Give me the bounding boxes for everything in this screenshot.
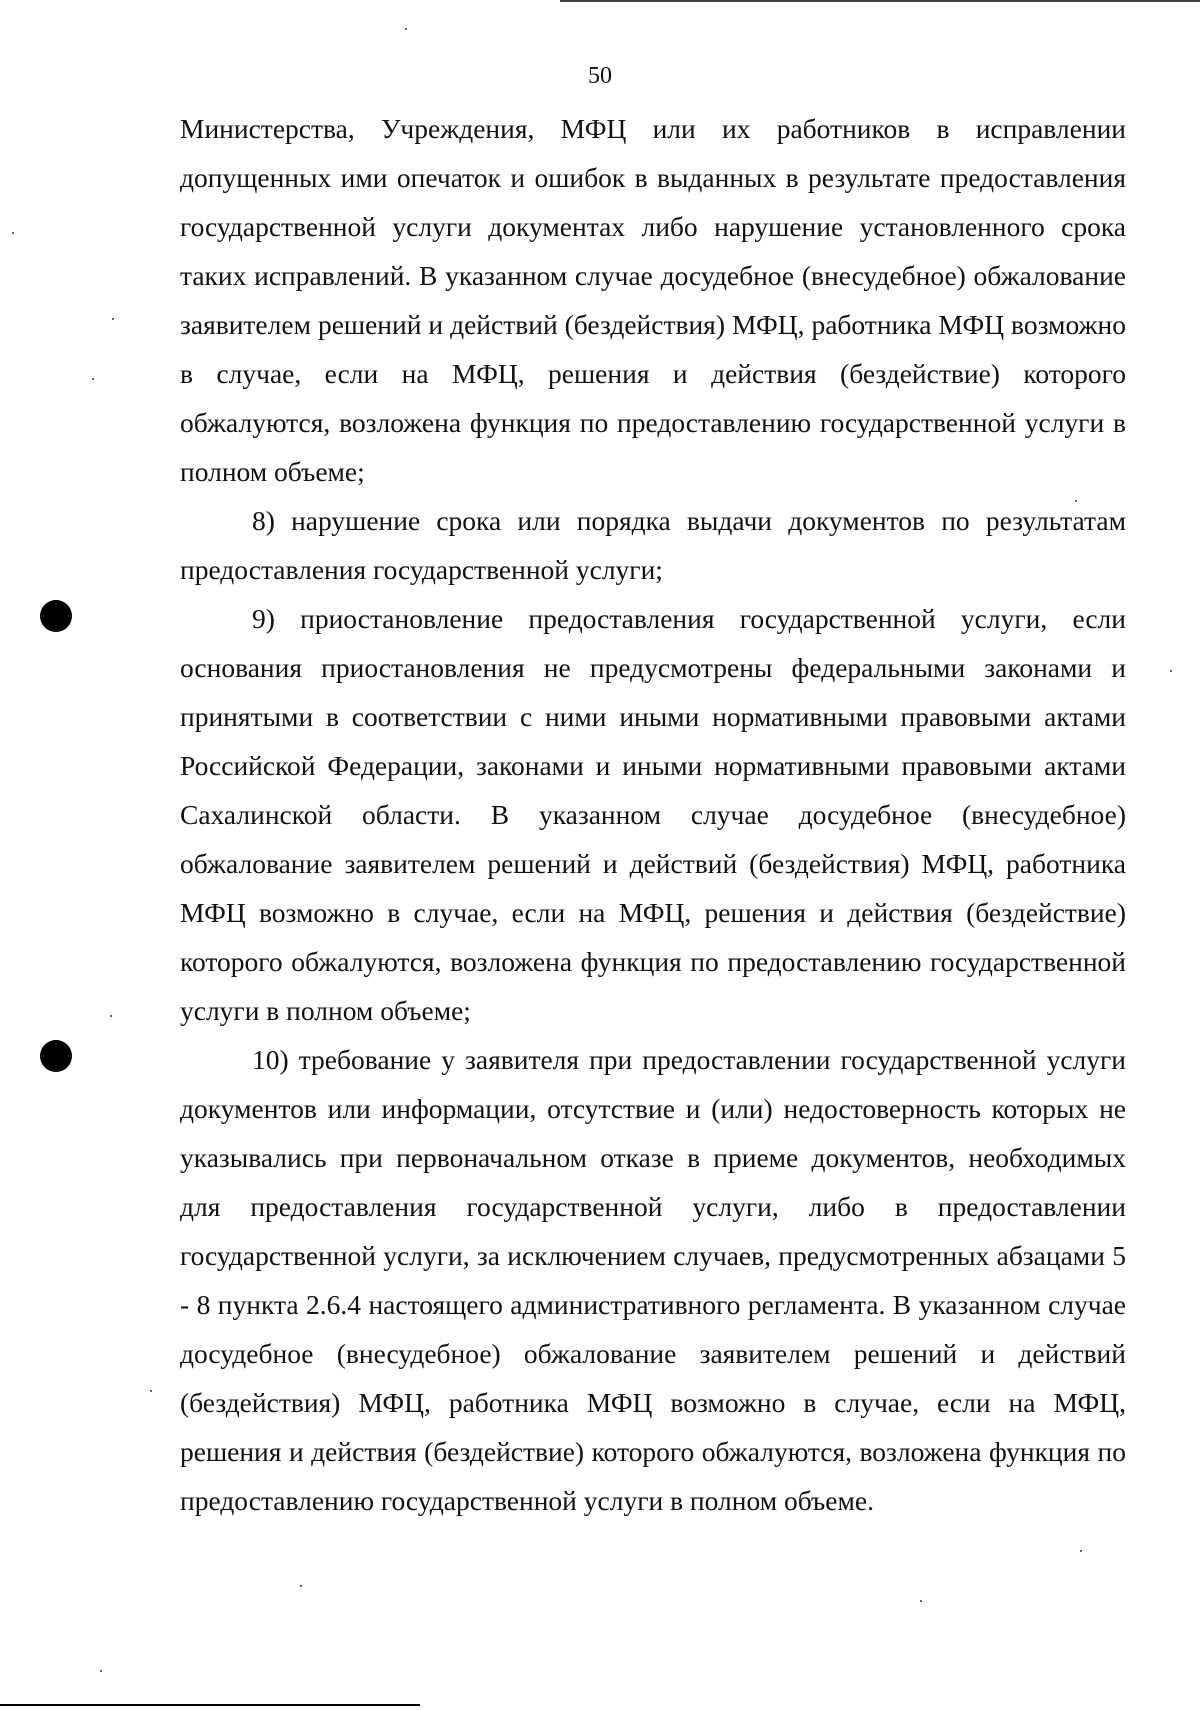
scan-speck bbox=[405, 28, 407, 30]
punch-hole-lower bbox=[40, 1040, 72, 1072]
scan-speck bbox=[150, 1390, 152, 1392]
page-number-text: 50 bbox=[588, 63, 612, 89]
scan-speck bbox=[92, 378, 94, 380]
scan-speck bbox=[100, 1670, 102, 1672]
paragraph-item-9: 9) приостановление предоставления государственной услуги, если основания приостановления не предусмотрены федеральными законами и принятыми в соответствии с ними иными нормативными правовыми актами Российской Федерации, законами и иными нормативными правовыми актами Сахалинской области. В указанном случае досудебное (внесудебное) обжалование заявителем решений и действий (бездействия) МФЦ, работника МФЦ возможно в случае, если на МФЦ, решения и действия (бездействие) которого обжалуются, возложена функция по предоставлению государственной услуги в полном объеме; bbox=[180, 603, 1126, 1026]
scan-edge-bottom bbox=[0, 1704, 420, 1706]
paragraph-item-10: 10) требование у заявителя при предоставлении государственной услуги документов или информации, отсутствие и (или) недостоверность которых не указывались при первоначальном отказе в приеме документов, необходимых для предоставления государственной услуги, либо в предоставлении государственной услуги, за исключением случаев, предусмотренных абзацами 5 - 8 пункта 2.6.4 настоящего административного регламента. В указанном случае досудебное (внесудебное) обжалование заявителем решений и действий (бездействия) МФЦ, работника МФЦ возможно в случае, если на МФЦ, решения и действия (бездействие) которого обжалуются, возложена функция по предоставлению государственной услуги в полном объеме. bbox=[180, 1044, 1126, 1516]
scan-speck bbox=[12, 232, 14, 234]
document-body bbox=[180, 104, 1126, 1525]
scan-speck bbox=[920, 1600, 922, 1602]
scan-speck bbox=[300, 1585, 302, 1587]
punch-hole-upper bbox=[40, 600, 72, 632]
paragraph-item-8: 8) нарушение срока или порядка выдачи документов по результатам предоставления государственной услуги; bbox=[180, 505, 1126, 585]
scan-speck bbox=[110, 1015, 112, 1017]
scan-speck bbox=[1080, 1550, 1082, 1552]
page-number bbox=[0, 64, 1200, 88]
scan-speck bbox=[1170, 670, 1172, 672]
scan-edge-top bbox=[560, 0, 1200, 2]
scan-speck bbox=[112, 318, 114, 320]
paragraph-continuation: Министерства, Учреждения, МФЦ или их работников в исправлении допущенных ими опечаток и ошибок в выданных в результате предоставления государственной услуги документах либо нарушение установленного срока таких исправлений. В указанном случае досудебное (внесудебное) обжалование заявителем решений и действий (бездействия) МФЦ, работника МФЦ возможно в случае, если на МФЦ, решения и действия (бездействие) которого обжалуются, возложена функция по предоставлению государственной услуги в полном объеме; bbox=[180, 113, 1126, 487]
